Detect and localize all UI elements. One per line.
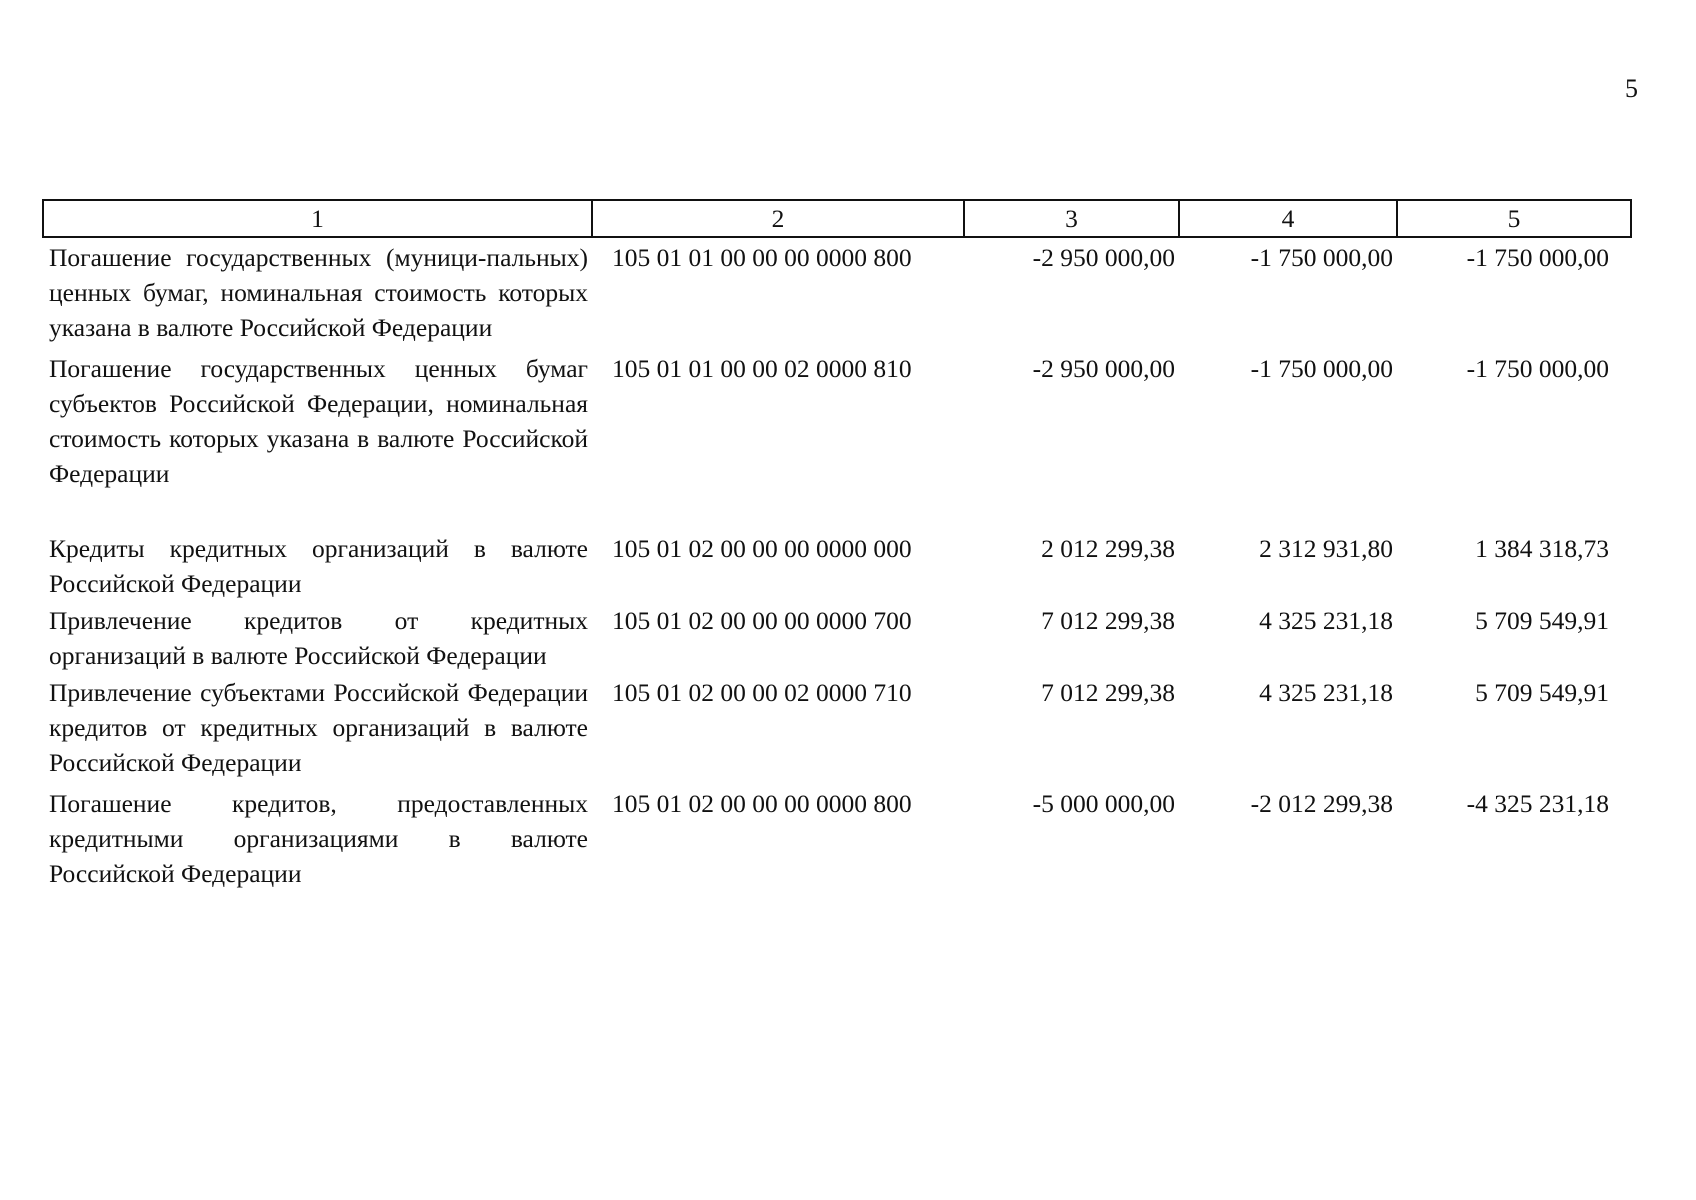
row-value-3: -5 000 000,00: [1032, 789, 1175, 818]
row-name: Привлечение кредитов от кредитных организаций в валюте Российской Федерации: [49, 606, 588, 670]
row-value-4: 2 312 931,80: [1259, 534, 1393, 563]
column-header-4: 4: [1179, 200, 1397, 237]
table-row: [43, 351, 1631, 531]
row-value-4: -1 750 000,00: [1250, 243, 1393, 272]
row-value-3: 2 012 299,38: [1041, 534, 1175, 563]
table-row: [43, 531, 1631, 603]
row-code: 105 01 01 00 00 02 0000 810: [612, 354, 912, 383]
column-header-5: 5: [1397, 200, 1631, 237]
row-value-4: 4 325 231,18: [1259, 678, 1393, 707]
row-value-4: 4 325 231,18: [1259, 606, 1393, 635]
table-row: [43, 675, 1631, 786]
budget-sources-table: [42, 199, 1632, 891]
table-row: [43, 237, 1631, 351]
row-value-4: -2 012 299,38: [1250, 789, 1393, 818]
column-header-2: 2: [592, 200, 964, 237]
row-code: 105 01 02 00 00 02 0000 710: [612, 678, 912, 707]
row-value-4: -1 750 000,00: [1250, 354, 1393, 383]
row-name: Привлечение субъектами Российской Федерации кредитов от кредитных организаций в валюте Российской Федерации: [49, 678, 588, 777]
row-value-5: 1 384 318,73: [1475, 534, 1609, 563]
row-value-3: -2 950 000,00: [1032, 354, 1175, 383]
row-value-5: -1 750 000,00: [1466, 354, 1609, 383]
row-code: 105 01 02 00 00 00 0000 000: [612, 534, 912, 563]
row-value-5: -4 325 231,18: [1466, 789, 1609, 818]
row-code: 105 01 01 00 00 00 0000 800: [612, 243, 912, 272]
row-value-3: -2 950 000,00: [1032, 243, 1175, 272]
column-header-3: 3: [964, 200, 1179, 237]
table-row: [43, 603, 1631, 675]
column-header-1: 1: [43, 200, 592, 237]
row-value-5: 5 709 549,91: [1475, 606, 1609, 635]
row-code: 105 01 02 00 00 00 0000 800: [612, 789, 912, 818]
row-value-3: 7 012 299,38: [1041, 678, 1175, 707]
header-row: [43, 200, 1631, 237]
table-row: [43, 786, 1631, 891]
row-name: Погашение государственных (муници-пальных) ценных бумаг, номинальная стоимость которых указана в валюте Российской Федерации: [49, 243, 588, 342]
row-name: Погашение государственных ценных бумаг субъектов Российской Федерации, номинальная стоимость которых указана в валюте Российской Федерации: [49, 354, 588, 488]
table-body: [43, 237, 1631, 891]
row-code: 105 01 02 00 00 00 0000 700: [612, 606, 912, 635]
row-value-5: 5 709 549,91: [1475, 678, 1609, 707]
page-number: 5: [1625, 74, 1638, 103]
row-value-3: 7 012 299,38: [1041, 606, 1175, 635]
row-value-5: -1 750 000,00: [1466, 243, 1609, 272]
table-header: [43, 200, 1631, 237]
row-name: Кредиты кредитных организаций в валюте Российской Федерации: [49, 534, 588, 598]
row-name: Погашение кредитов, предоставленных кредитными организациями в валюте Российской Федерации: [49, 789, 588, 888]
